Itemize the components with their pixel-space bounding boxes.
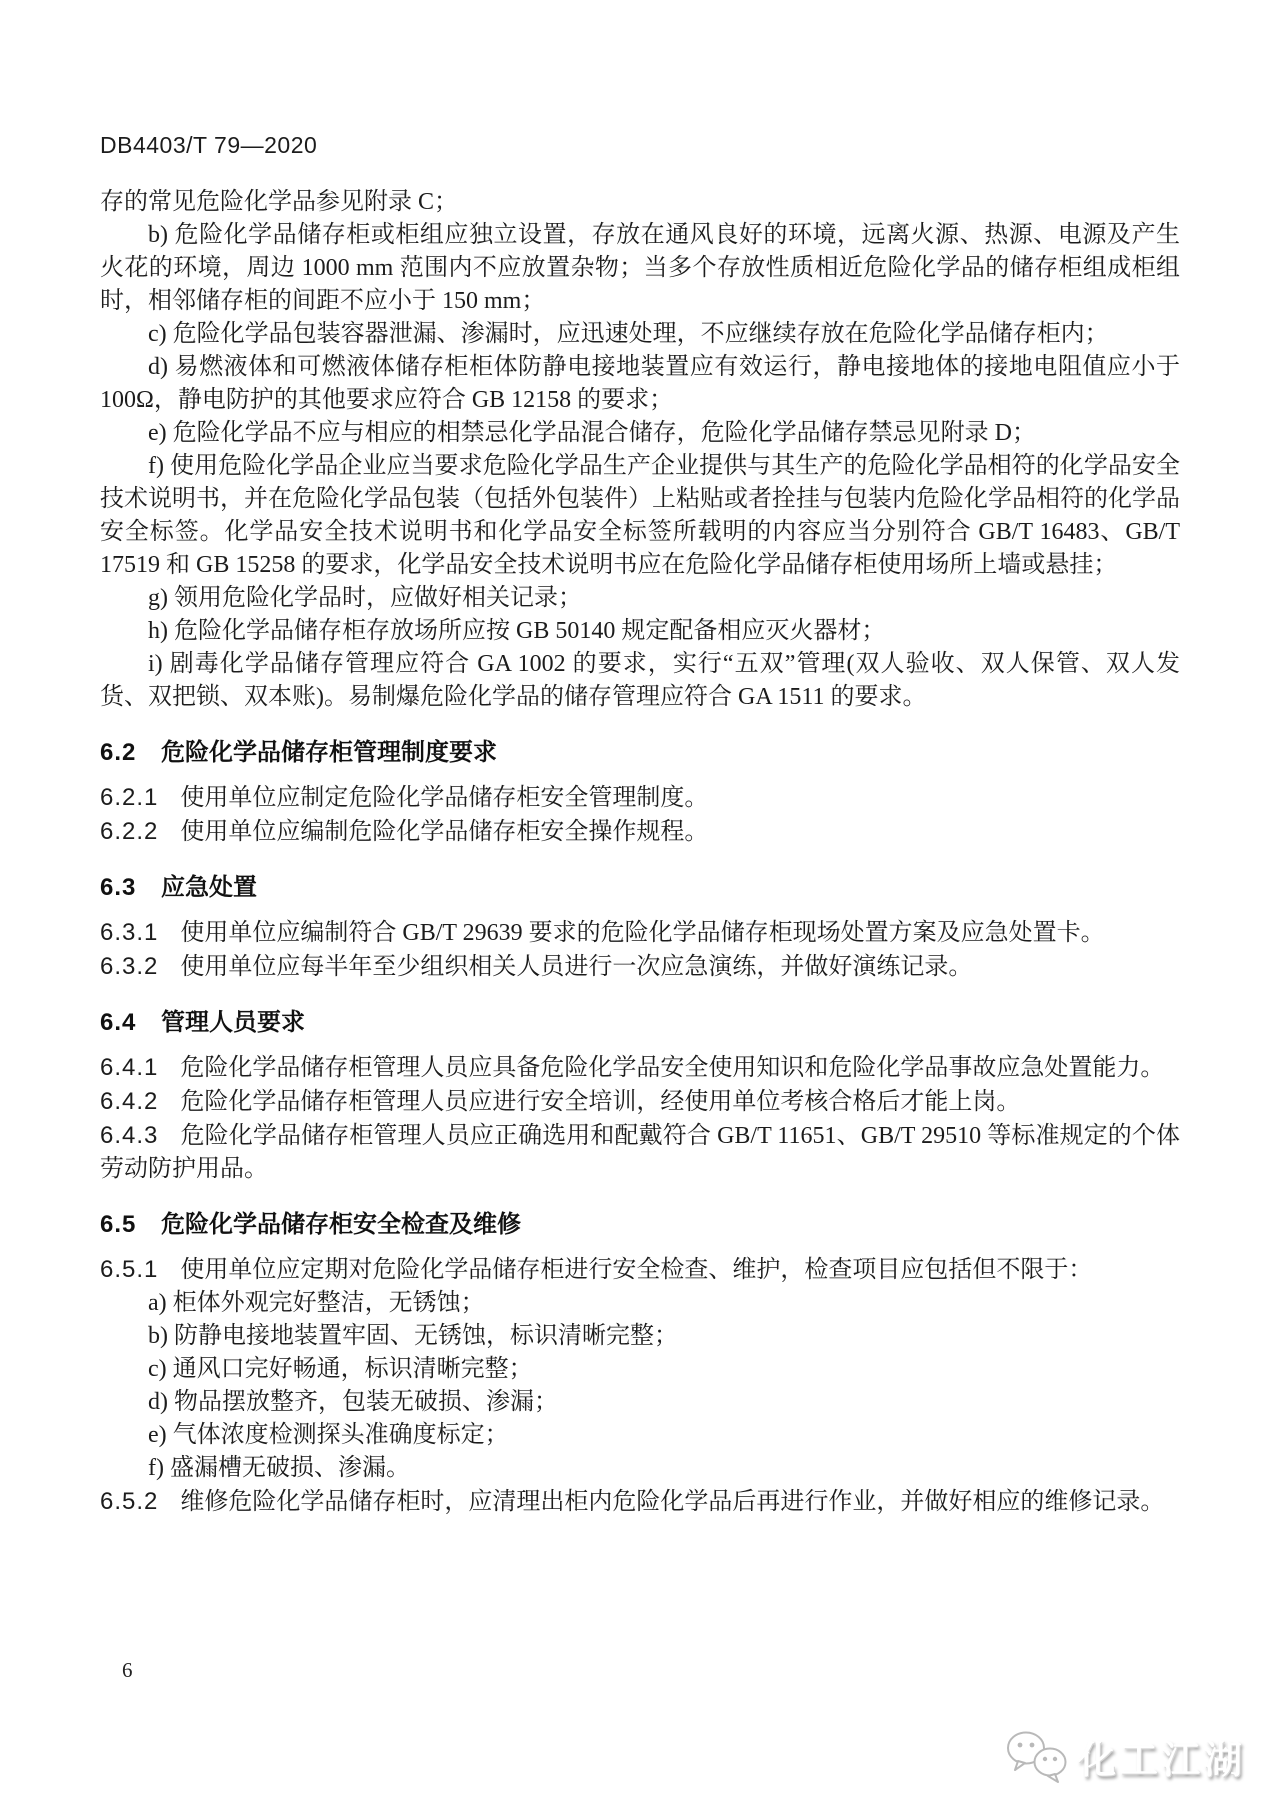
section-6-2-heading — [100, 736, 1180, 769]
document-body — [100, 186, 1180, 1519]
clause-6-3-2 — [100, 950, 1180, 984]
clause-number: 6.2.2 — [100, 818, 159, 845]
list-item-g: g) 领用危险化学品时，应做好相关记录； — [148, 585, 582, 611]
check-item-c: c) 通风口完好畅通，标识清晰完整； — [148, 1356, 533, 1382]
check-item-e: e) 气体浓度检测探头准确度标定； — [148, 1422, 509, 1448]
clause-number: 6.2.1 — [100, 784, 159, 811]
clause-text: 使用单位应制定危险化学品储存柜安全管理制度。 — [180, 785, 709, 811]
clause-text: 危险化学品储存柜管理人员应具备危险化学品安全使用知识和危险化学品事故应急处置能力。 — [180, 1055, 1165, 1081]
section-title: 应急处置 — [161, 874, 258, 901]
clause-number: 6.4.1 — [100, 1054, 159, 1081]
continuation-paragraph: 存的常见危险化学品参见附录 C； — [100, 189, 459, 215]
clause-6-4-2 — [100, 1085, 1180, 1119]
clause-number: 6.4.2 — [100, 1088, 159, 1115]
page-number: 6 — [122, 1658, 133, 1682]
section-number: 6.5 — [100, 1211, 137, 1238]
list-item-d: d) 易燃液体和可燃液体储存柜柜体防静电接地装置应有效运行，静电接地体的接地电阻值应小于 100Ω，静电防护的其他要求应符合 GB 12158 的要求； — [100, 354, 1180, 413]
section-6-3-heading — [100, 871, 1180, 904]
clause-6-2-1 — [100, 781, 1180, 815]
clause-6-3-1 — [100, 916, 1180, 950]
clause-text: 使用单位应定期对危险化学品储存柜进行安全检查、维护，检查项目应包括但不限于： — [180, 1257, 1093, 1283]
clause-number: 6.3.2 — [100, 953, 159, 980]
section-6-2 — [100, 736, 1180, 849]
clause-number: 6.5.2 — [100, 1488, 159, 1515]
wechat-bubbles-icon — [1004, 1728, 1070, 1784]
clause-number: 6.5.1 — [100, 1256, 159, 1283]
document-header — [100, 132, 317, 159]
list-item-e: e) 危险化学品不应与相应的相禁忌化学品混合储存，危险化学品储存禁忌见附录 D； — [148, 420, 1036, 446]
list-item-h: h) 危险化学品储存柜存放场所应按 GB 50140 规定配备相应灭火器材； — [148, 618, 886, 644]
clause-6-5-1 — [100, 1253, 1180, 1287]
clause-text: 使用单位应编制符合 GB/T 29639 要求的危险化学品储存柜现场处置方案及应急处置卡。 — [180, 920, 1105, 946]
section-6-3 — [100, 871, 1180, 984]
section-number: 6.4 — [100, 1009, 137, 1036]
section-number: 6.2 — [100, 739, 137, 766]
clause-number: 6.4.3 — [100, 1122, 159, 1149]
section-6-5 — [100, 1208, 1180, 1519]
clause-text: 维修危险化学品储存柜时，应清理出柜内危险化学品后再进行作业，并做好相应的维修记录。 — [180, 1489, 1165, 1515]
list-item-b: b) 危险化学品储存柜或柜组应独立设置，存放在通风良好的环境，远离火源、热源、电源及产生火花的环境，周边 1000 mm 范围内不应放置杂物；当多个存放性质相近危险化学品的储存柜组成柜组时，相邻储存柜的间距不应小于 150 mm； — [100, 222, 1180, 314]
clause-text: 使用单位应每半年至少组织相关人员进行一次应急演练，并做好演练记录。 — [180, 954, 973, 980]
check-item-f: f) 盛漏槽无破损、渗漏。 — [148, 1455, 410, 1481]
check-item-b: b) 防静电接地装置牢固、无锈蚀，标识清晰完整； — [148, 1323, 678, 1349]
clause-text: 危险化学品储存柜管理人员应进行安全培训，经使用单位考核合格后才能上岗。 — [180, 1089, 1021, 1115]
clause-6-5-2 — [100, 1485, 1180, 1519]
list-item-f: f) 使用危险化学品企业应当要求危险化学品生产企业提供与其生产的危险化学品相符的化学品安全技术说明书，并在危险化学品包装（包括外包装件）上粘贴或者拴挂与包装内危险化学品相符的化学品安全标签。化学品安全技术说明书和化学品安全标签所载明的内容应当分别符合 GB/T 16483、GB/T 17519 和 GB 15258 的要求，化学品安全技术说明书应在危险化学品储存柜使用场所上墙或悬挂； — [100, 453, 1180, 578]
clause-6-2-2 — [100, 815, 1180, 849]
list-item-c: c) 危险化学品包装容器泄漏、渗漏时，应迅速处理，不应继续存放在危险化学品储存柜内； — [148, 321, 1109, 347]
section-number: 6.3 — [100, 874, 137, 901]
check-item-a: a) 柜体外观完好整洁，无锈蚀； — [148, 1290, 485, 1316]
check-item-d: d) 物品摆放整齐，包装无破损、渗漏； — [148, 1389, 558, 1415]
standard-number: DB4403/T 79—2020 — [100, 132, 318, 158]
section-title: 管理人员要求 — [161, 1009, 306, 1036]
section-title: 危险化学品储存柜安全检查及维修 — [161, 1211, 522, 1238]
section-title: 危险化学品储存柜管理制度要求 — [161, 739, 498, 766]
section-6-4-heading — [100, 1006, 1180, 1039]
clause-number: 6.3.1 — [100, 919, 159, 946]
section-6-5-heading — [100, 1208, 1180, 1241]
watermark — [1004, 1728, 1246, 1784]
list-item-i: i) 剧毒化学品储存管理应符合 GA 1002 的要求，实行“五双”管理(双人验收、双人保管、双人发货、双把锁、双本账)。易制爆危险化学品的储存管理应符合 GA 1511 的要求。 — [100, 651, 1180, 710]
clause-text: 使用单位应编制危险化学品储存柜安全操作规程。 — [180, 819, 709, 845]
watermark-text: 化工江湖 — [1077, 1739, 1246, 1782]
clause-6-4-3 — [100, 1119, 1180, 1186]
clause-6-4-1 — [100, 1051, 1180, 1085]
clause-text: 危险化学品储存柜管理人员应正确选用和配戴符合 GB/T 11651、GB/T 29510 等标准规定的个体劳动防护用品。 — [100, 1123, 1181, 1182]
section-6-4 — [100, 1006, 1180, 1186]
